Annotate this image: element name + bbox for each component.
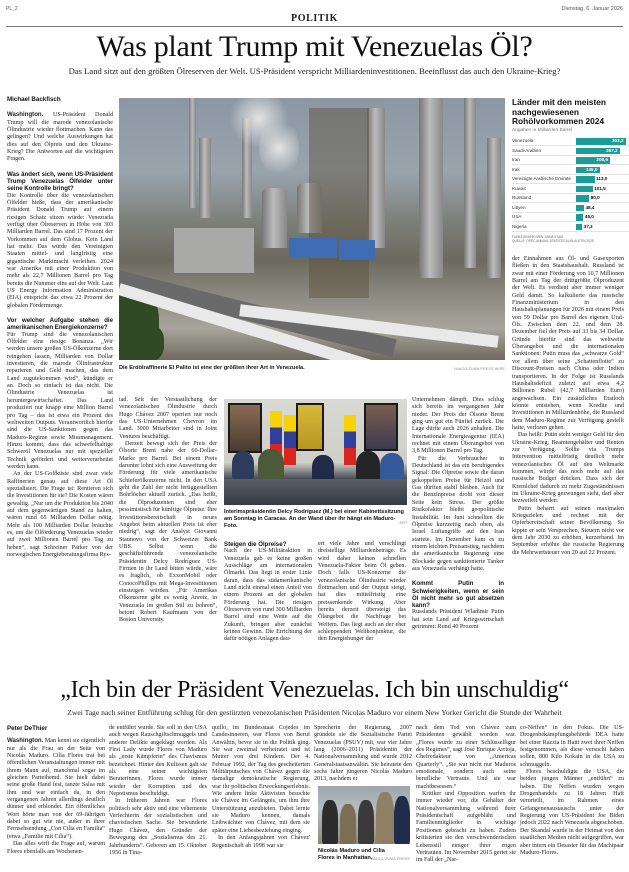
chart-value-label: 45,0 xyxy=(584,214,594,220)
chart-category-label: Irak xyxy=(512,166,520,172)
arrest-photo-caption: Nicolás Maduro und Cilia Flores in Manhattan. xyxy=(318,848,385,861)
page-id: PL_2 xyxy=(6,6,18,12)
chart-row xyxy=(512,203,629,213)
paragraph: Unternehmen dämpft. Dies schlug sich bereits im vergangenen Jahr nieder. Der Preis der Ölsorte Brent ging um gut ein Fünftel zurück. Die Lage dürfte auch 2026 anhalten. Die Internationale Energieagentur (IEA) rechnet mit einem Überangebot von 3,8 Millionen Barrel pro Tag. xyxy=(412,397,504,455)
article2-column-6 xyxy=(520,725,624,857)
article1-column-5 xyxy=(412,397,504,631)
chart-row xyxy=(512,184,629,194)
question-heading: Vor welcher Aufgabe stehen die amerikanischen Energiekonzerne? xyxy=(7,317,113,332)
chart-row xyxy=(512,213,629,223)
chart-value-label: 303,2 xyxy=(612,138,624,144)
article1-column-3 xyxy=(224,541,312,644)
refinery-photo-credit: IMAGO/ZUMA PRESS WIRE xyxy=(454,367,505,371)
chart-value-label: 101,5 xyxy=(594,185,606,191)
paragraph: der Einnahmen aus Öl- und Gasexporten fließen in den Staatshaushalt. Russland ist zwar mit einer Förderung von 10,7 Millionen Barrel am Tag der drittgrößte Ölproduzent der Welt. Es verdient aber immer weniger Geld damit. So kalkulierte das russische Finanzministerium in den Haushaltsplanungen für 2026 mit einem Preis von 59 Dollar pro Barrel des eigenen Ural-Öls. Zwischen dem 22. und dem 28. Dezember fiel der Preis auf 33 bis 34 Dollar. Gründe hierfür sind das weltweite Überangebot und die internationalen Sanktionen: Putin muss das „schwarze Gold“ vor allem über seine „Schattenflotte“ zu Discount-Preisen nach China oder Indien transportieren. In der Folge ist Russlands Haushaltsdefizit zuletzt auf etwa 4,2 Billionen Rubel (42,7 Milliarden Euro) angewachsen. Ein zusätzliches Etatloch könnte entstehen, wenn Kredite und Investitionen in Milliardenhöhe, die Russland dem Maduro-Regime zur Verfügung gestellt hatte, verloren gehen. xyxy=(512,256,624,431)
article1-column-1 xyxy=(7,96,113,559)
article1-column-2 xyxy=(119,397,217,625)
chart-subtitle: Angaben in Milliarden Barrel xyxy=(512,127,573,133)
paragraph: Die Kontrolle über die venezolanischen Ölfelder hieße, dass der amerikanische Präsident Donald Trump auf einem riesigen Schatz sitzen würde: Venezuela verfügt über Ölreserven in Höhe von 303 Milliarden Barrel. Das sind 17 Prozent der Vorkommen auf dem Globus. Kein Land hat mehr. Das würde den Vereinigten Staaten mittel- und langfristig eine gigantische Marktmacht verleihen. 2024 war Amerika mit einer Produktion von mehr als 22,7 Millionen Barrel pro Tag bereits die Nummer eins auf der Welt. Laut US Energy Information Administration (EIA) entspricht das etwa 22 Prozent der globalen Fördermenge. xyxy=(7,192,113,309)
article2-column-1 xyxy=(7,725,105,856)
chart-category-label: Kuwait xyxy=(512,185,526,191)
chart-category-label: Libyen xyxy=(512,204,526,210)
question-heading: Was ändert sich, wenn US-Präsident Trump Venezuelas Ölfelder unter seine Kontrolle bringt? xyxy=(7,170,113,193)
arrest-photo xyxy=(318,786,410,844)
paragraph: Kritiker und Opposition warfen ihr immer wieder vor, die Gehälter der Nationalversammlung während ihrer Präsidentschaft aufgebläht und Familienmitglieder in wichtige Positionen gebracht zu haben. Zudem kritisierten sie den verschwenderischen Lebensstil einiger ihrer engen Vertrauten. Im November 2015 geriet sie im Fall der „Nar- xyxy=(416,791,516,864)
paragraph: Nach der US-Militäraktion in Venezuela gab es keine großen Ausschläge am internationalen Ölmarkt. Das liegt in erster Linie daran, dass das südamerikanische Land nicht einmal einen Anteil von einem Prozent an der globalen Förderung hat. Die riesigen Ölreserven von rund 300 Milliarden Barrel sind eine Wette auf die Zukunft, bringen aber zunächst keinen Gewinn. Die Errichtung der dafür nötigen Anlagen dau- xyxy=(224,548,312,643)
chart-row xyxy=(512,222,629,232)
chart-category-label: Saudi-Arabien xyxy=(512,147,542,153)
section-divider xyxy=(6,26,623,27)
chart-value-label: 267,2 xyxy=(606,147,618,153)
article2-column-4 xyxy=(314,725,412,784)
chart-value-label: 37,3 xyxy=(583,223,593,229)
issue-date: Dienstag, 6. Januar 2026 xyxy=(561,6,623,12)
paragraph: ert viele Jahre und verschlingt dreistellige Milliardenbeträge. Es wird daher keinen schnellen Venezuela-Faktor beim Öl geben. Doch falls US-Konzerne die venezolanische Ölindustrie wieder flottmachen und der Output steigt, hat dies mittelfristig eine preissenkende Wirkung. Aber bereits derzeit übersteigt das Ölangebot die Nachfrage bei Weitem. Das liegt auch an der eher schleppenden Weltkonjunktur, die den Energiehunger der xyxy=(318,541,406,643)
chart-bars xyxy=(512,137,629,232)
chart-value-label: 208,6 xyxy=(596,157,608,163)
chart-row xyxy=(512,137,629,147)
chart-category-label: Iran xyxy=(512,157,520,163)
article-deck: Das Land sitzt auf den größten Ölreserven der Welt. US-Präsident verspricht Milliardeninvestitionen. Beeinflusst das auch den Ukraine-Krieg? xyxy=(68,66,561,76)
paragraph: tad. Seit der Verstaatlichung der venezolanischen Ölindustrie durch Hugo Chávez 2007 operiert nur noch das US-Unternehmen Chevron im Land. 3000 Mitarbeiter sind in Joint Ventures beschäftigt. xyxy=(119,397,217,440)
chart-value-label: 80,0 xyxy=(590,195,600,201)
paragraph: quillo, im Bundesstaat Cojedes im Landesinneren, war Flores von Beruf Anwältin, bevor sie in die Politik ging. Sie war zweimal verheiratet und ist Mutter von drei Kindern. Der 4. Februar 1992, der Tag des gescheiterten Militärputsches von Chávez gegen die damalige demokratische Regierung, war ihr politisches Erweckungserlebnis. Wie andere linke Aktivisten besuchte sie Chávez im Gefängnis, um ihm ihre Unterstützung anzubieten. Dabei lernte sie Maduro kennen, damals Leibwächter von Chávez, mit dem sie später eine Liebesbeziehung einging. xyxy=(212,725,310,834)
article2-headline: „Ich bin der Präsident Venezuelas. Ich bin unschuldig“ xyxy=(60,677,569,703)
chart-row xyxy=(512,194,629,204)
article2-column-5 xyxy=(416,725,516,865)
paragraph: Das alles wirft die Frage auf, warum Flores ebenfalls am Wochenen- xyxy=(7,841,105,855)
chart-category-label: Russland xyxy=(512,195,532,201)
paragraph: nach dem Tod von Chávez zum Präsidenten gewählt worden war. „Flores wurde zu einer Schlüsselfigur des Regimes“, sagt José Enrique Arrioja, Chefredakteur von „Americas Quarterly“. „Sie war nicht nur Maduros emotionale, sondern auch seine berufliche Vertraute. Und sie war machtbesessen.“ xyxy=(416,725,516,790)
refinery-photo xyxy=(119,98,505,360)
chart-row xyxy=(512,165,629,175)
chart-row xyxy=(512,175,629,185)
paragraph: co-Neffen“ in den Fokus. Die US-Drogenbekämpfungsbehörde DEA hatte bei einer Razzia in Haiti zwei ihrer Neffen festgenommen, als diese versucht haben sollen, 800 Kilo Kokain in die USA zu schmuggeln. xyxy=(520,725,624,768)
paragraph: Flores beschuldigte die USA, die beiden jungen Männer „entführt“ zu haben. Die Neffen wurden wegen Drogenhandels zu 18 Jahren Haft verurteilt, im Rahmen eines Gefangenenaustauschs unter der Regierung von US-Präsident Joe Biden jedoch 2022 nach Venezuela abgeschoben. Der Skandal wurde in der Heimat von den staatlichen Medien nicht aufgegriffen, war aber intern ein Desaster für das Machtpaar Maduro-Flores. xyxy=(520,769,624,856)
question-heading: Kommt Putin in Schwierigkeiten, wenn er sein Öl nicht mehr so gut absetzen kann? xyxy=(412,580,504,610)
chart-category-label: Vereinigte Arabische Emirate xyxy=(512,176,571,182)
chart-value-label: 113,0 xyxy=(596,176,608,182)
article2-deck: Zwei Tage nach seiner Entführung schlug für den gestürzten venezolanischen Präsidenten Nicolas Maduro vor einem New Yorker Gericht die Stunde der Wahrheit xyxy=(67,708,562,717)
chart-bar xyxy=(576,205,584,212)
chart-bar xyxy=(576,176,595,183)
chart-title: Länder mit den meisten nachgewiesenen Rohölvorkommen 2024 xyxy=(512,97,607,127)
chart-row xyxy=(512,146,629,156)
article2-column-3 xyxy=(212,725,310,850)
question-heading: Steigen die Ölpreise? xyxy=(224,541,287,548)
paragraph: Washington. Man kennt sie eigentlich nur als die Frau an der Seite von Nicolás Maduro. Cilia Flores trat bei öffentlichen Veranstaltungen immer mit ihrem Mann auf, manchmal sogar im gleichen Parteihemd. Sie hielt dabei seine große Hand fest, tanzte Salsa mit ihm und war einfach da, in den vergangenen Jahren allerdings deutlich dünner und erblondet. Ein öffentliches Wort hörte man von der 69-Jährigen dabei so gut wie nie, außer in ihrer Fernsehsendung „Con Cilia en Familia“ (etwa „Familie mit Cilia“). xyxy=(7,737,106,840)
chart-value-label: 48,4 xyxy=(585,204,595,210)
chart-row xyxy=(512,156,629,166)
paragraph: An der US-Golfküste sind zwar viele Raffinerien genau auf diese Art Öl spezialisiert. Die Frage ist: Rentieren sich die Investitionen für sie? Die Kosten wären gewaltig. „Nur um die Produktion bis 2040 auf dem gegenwärtigen Stand zu halten, wären rund 65 Milliarden Dollar nötig. Mehr als 100 Milliarden Dollar bräuchte es, um die Ölförderung Venezuelas wieder auf zwei Millionen Barrel pro Tag zu heben“, sagt Schreiner Parker von der norwegischen Energieberatungsfirma Rys- xyxy=(7,471,113,559)
author-byline: Michael Backfisch xyxy=(7,96,61,103)
dateline: Washington. xyxy=(7,737,44,745)
paragraph: Putin beharrt auf seinen maximalen Kriegszielen und rechnet mit der Opferbereitschaft seiner Bevölkerung. So kippte er sein Versprechen, Steuern nicht vor dem Jahr 2030 zu erhöhen, kurzerhand. Im September erhöhte die russische Regierung die Mehrwertsteuer von 20 auf 22 Prozent. xyxy=(512,505,624,556)
chart-category-label: Venezuela xyxy=(512,138,534,144)
refinery-photo-caption: Die Erdölraffinerie El Palito ist eine der größten ihrer Art in Venezuela. xyxy=(119,365,305,371)
paragraph: Derzeit bewegt sich der Preis der Ölsorte Brent nahe der 60-Dollar-Marke pro Barrel. Bei einem Preis darunter lohnt sich eine Ausweitung der Förderung für viele amerikanische Schieferölkonzerne nicht. In den USA geht die Zahl der nicht fertiggestellten Bohrlöcher aktuell zurück. „Das heißt, die Ölproduzenten sind eher pessimistisch für künftige Ölpreise. Ihre Investitionsbereitschaft in neues Angebot beim aktuellen Preis ist eher niedrig“, sagt der Analyst Giovanni Staunovo von der Schweizer Bank UBS. Selbst wenn die geschäftsführende venezolanische Präsidentin Delcy Rodríguez US-Firmen in ihr Land bitten würde, wäre es fraglich, ob ExxonMobil oder ConocoPhillips mit Mega-Investitionen einsteigen würden. „Für Amerikas Ölkonzerne gibt es wenig Anreiz, in Venezuela im großen Stil zu bohren“, betont Robert Kaufmann von der Boston University. xyxy=(119,441,217,624)
cabinet-photo-caption: Interimspräsidentin Delcy Rodríguez (M.) bei einer Kabinettssitzung am Sonntag in Caracas. An der Wand über ihr hängt ein Maduro-Foto. xyxy=(224,509,404,529)
intro-paragraph: Washington. US-Präsident Donald Trump will die marode venezolanische Ölindustrie wieder flottmachen. Kann das gelingen? Und welche Auswirkungen hat dies auf den Ölpreis und den Ukraine-Krieg? Die Antworten auf die wichtigsten Fragen. xyxy=(7,111,113,163)
paragraph: Russlands Präsident Wladimir Putin hat sein Land auf Kriegswirtschaft getrimmt: Rund 40 Prozent xyxy=(412,609,504,631)
chart-category-label: USA xyxy=(512,214,522,220)
chart-bar xyxy=(576,214,583,221)
paragraph: de entführt wurde. Sie soll in den USA auch wegen Rauschgiftschmuggels und anderer Delikte angeklagt werden. Als First Lady wurde Flores von Maduro als „erste Kämpferin“ des Chavismus bezeichnet. Hinter den Kulissen galt sie als eine seiner wichtigsten Beraterinnen. Flores wurde immer wieder der Korruption und des Nepotismus beschuldigt. xyxy=(109,725,207,798)
author-byline: Peter DeThier xyxy=(7,725,48,732)
article2-column-2 xyxy=(109,725,207,857)
cabinet-photo-credit: AFP xyxy=(399,521,407,525)
dateline: Washington. xyxy=(7,111,44,119)
chart-value-label: 145,0 xyxy=(585,166,598,172)
paragraph: Das heißt: Putin steht weniger Geld für den Ukraine-Krieg, Beamtengehälter und Renten zur Verfügung. Sollte via Trumps Intervention mittelfristig deutlich mehr venezolanisches Öl auf den Weltmarkt kommen, würde das noch mehr auf das russische Budget drücken. Dass sich der Kremlchef dadurch zu mehr Zugeständnissen im Ukraine-Krieg gezwungen sieht, darf aber bezweifelt werden. xyxy=(512,432,624,505)
chart-bar xyxy=(576,224,582,231)
paragraph: Für Trump sind die venezolanischen Ölfelder eine riesige Bonanza. „Wir werden unsere großen US-Ölkonzerne dort reingehen lassen, Milliarden von Dollar investieren, die marode Ölinfrastruktur reparieren und Geld machen, das dem Land zugutekommen wird“, kündigte er an. Doch so einfach ist das nicht. Die Ölindustrie Venezuelas ist heruntergewirtschaftet. Das Land produziert nur knapp eine Million Barrel pro Tag – das ist etwa ein Prozent des weltweiten Outputs. Verantwortlich hierfür sind die US-Sanktionen gegen das Maduro-Regime sowie Missmanagement. Hinzu kommt, dass das schwefelhaltige Schweröl Venezuelas nur mit spezieller Technik gefördert und weiterverarbeitet werden kann. xyxy=(7,331,113,470)
arrest-photo-credit: IMAGO/ZUMA PRESS xyxy=(370,857,410,861)
article1-column-4 xyxy=(318,541,406,644)
chart-bar xyxy=(576,195,589,202)
oil-reserves-chart xyxy=(512,98,629,248)
paragraph: Für die Verbraucher in Deutschland ist das ein beruhigendes Signal: Die Ölpreise sowie die daran gekoppelten Preise für Heizöl und Gas dürften stabil bleiben. Auch für die Benzinpreise droht von dieser Seite kein Stress. Der größte Risikofaktor bleibt geopolitische Instabilität. Im Juni schnellten die Ölpreise kurzzeitig nach oben, als Israel Luftangriffe auf den Iran startete. Im Dezember kam es zu einem leichten Preisanstieg, nachdem die amerikanische Regierung eine Blockade gegen sanktionierte Tanker aus Venezuela verhängt hatte. xyxy=(412,455,504,572)
paragraph: In früheren Jahren war Flores politisch sehr aktiv und eine vehemente Verfechterin der sozialistischen und chavistischen Sache. Sie bewunderte Hugo Chávez, den Gründer der Bewegung des „Sozialismus des 21. Jahrhunderts“. Geboren am 15. Oktober 1956 in Tina- xyxy=(109,798,207,856)
chart-category-label: Nigeria xyxy=(512,223,527,229)
article-headline: Was plant Trump mit Venezuelas Öl? xyxy=(96,30,533,63)
paragraph: In den Anfangsjahren von Chávez' Regentschaft ab 1998 war sie xyxy=(212,835,310,849)
paragraph: Sprecherin der Regierung, 2007 gründete sie die Sozialistische Partei Venezuelas (PSUV) mit, war vier Jahre lang (2006–2011) Präsidentin der Nationalversammlung und wurde 2012 Generalstaatsanwältin. Sie heiratete den sechs Jahre jüngeren Nicolás Maduro 2013, nachdem er xyxy=(314,725,412,783)
chart-bar xyxy=(576,186,593,193)
chart-source: FUNKEGRAFIK NRW: ANNA STAIS QUELLE: OPEC ANNUAL STATISTICAL BULLETIN 2025 xyxy=(512,234,594,243)
article1-column-6 xyxy=(512,256,624,557)
section-title: POLITIK xyxy=(291,13,338,24)
cabinet-meeting-photo xyxy=(224,399,407,505)
